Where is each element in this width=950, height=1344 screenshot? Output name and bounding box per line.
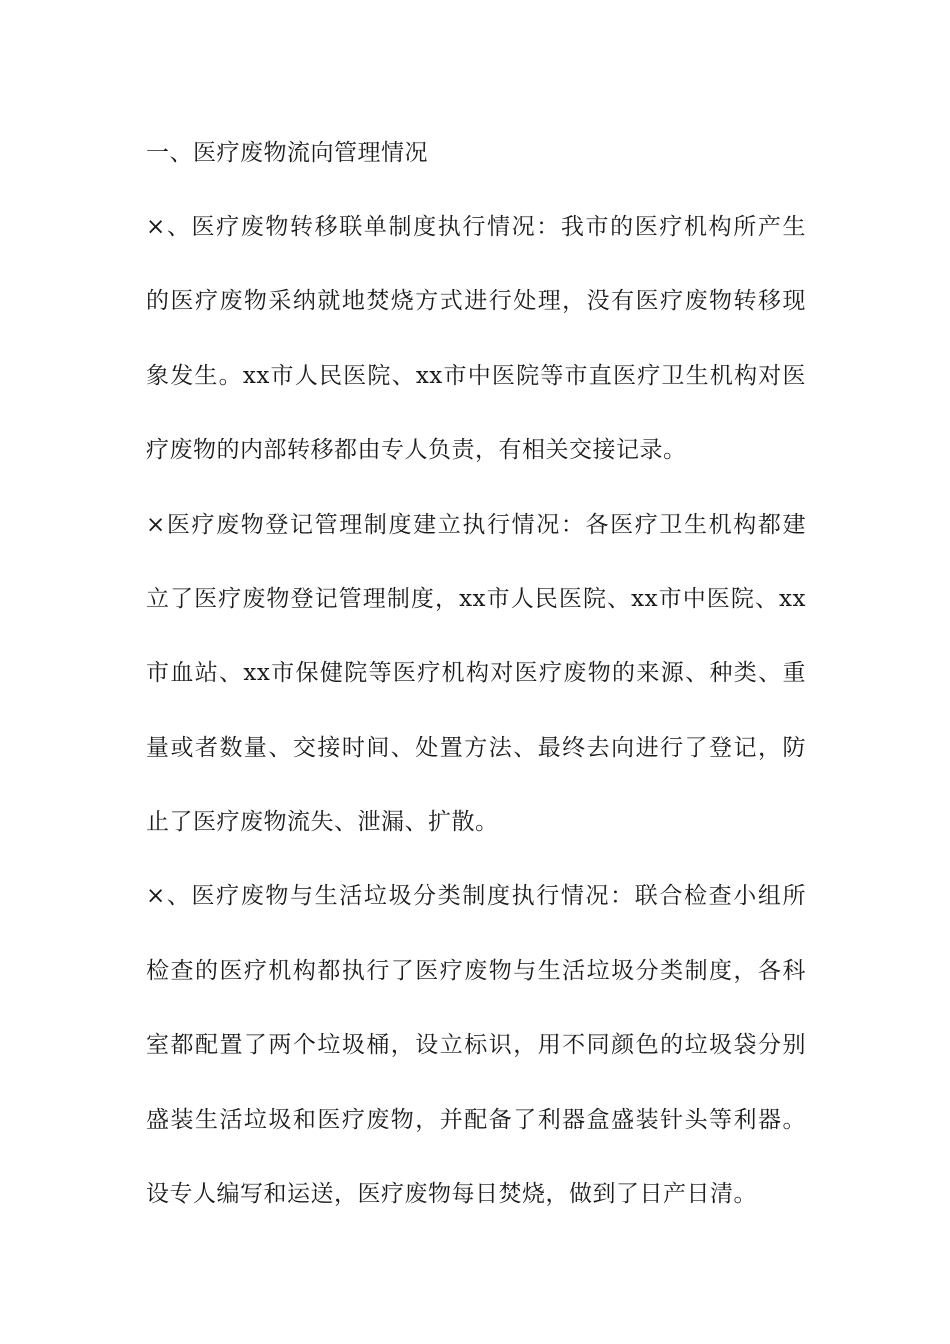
text-line: ×医疗废物登记管理制度建立执行情况：各医疗卫生机构都建 bbox=[146, 512, 806, 538]
text-line: 疗废物的内部转移都由专人负责，有相关交接记录。 bbox=[146, 437, 687, 463]
text-line: 市血站、xx市保健院等医疗机构对医疗废物的来源、种类、重 bbox=[146, 660, 806, 686]
text-line: ×、医疗废物与生活垃圾分类制度执行情况：联合检查小组所 bbox=[146, 883, 806, 909]
text-line: 盛装生活垃圾和医疗废物，并配备了利器盒盛装针头等利器。 bbox=[146, 1107, 806, 1133]
text-line: 量或者数量、交接时间、处置方法、最终去向进行了登记，防 bbox=[146, 735, 806, 761]
text-line: 立了医疗废物登记管理制度，xx市人民医院、xx市中医院、xx bbox=[146, 586, 806, 612]
text-line: 止了医疗废物流失、泄漏、扩散。 bbox=[146, 809, 499, 835]
text-line: 检查的医疗机构都执行了医疗废物与生活垃圾分类制度，各科 bbox=[146, 958, 806, 984]
text-line: 室都配置了两个垃圾桶，设立标识，用不同颜色的垃圾袋分别 bbox=[146, 1032, 806, 1058]
text-line: 的医疗废物采纳就地焚烧方式进行处理，没有医疗废物转移现 bbox=[146, 288, 806, 314]
text-line: ×、医疗废物转移联单制度执行情况：我市的医疗机构所产生 bbox=[146, 214, 806, 240]
text-line: 设专人编写和运送，医疗废物每日焚烧，做到了日产日清。 bbox=[146, 1181, 757, 1207]
text-line: 象发生。xx市人民医院、xx市中医院等市直医疗卫生机构对医 bbox=[146, 363, 806, 389]
section-heading: 一、医疗废物流向管理情况 bbox=[146, 140, 428, 166]
